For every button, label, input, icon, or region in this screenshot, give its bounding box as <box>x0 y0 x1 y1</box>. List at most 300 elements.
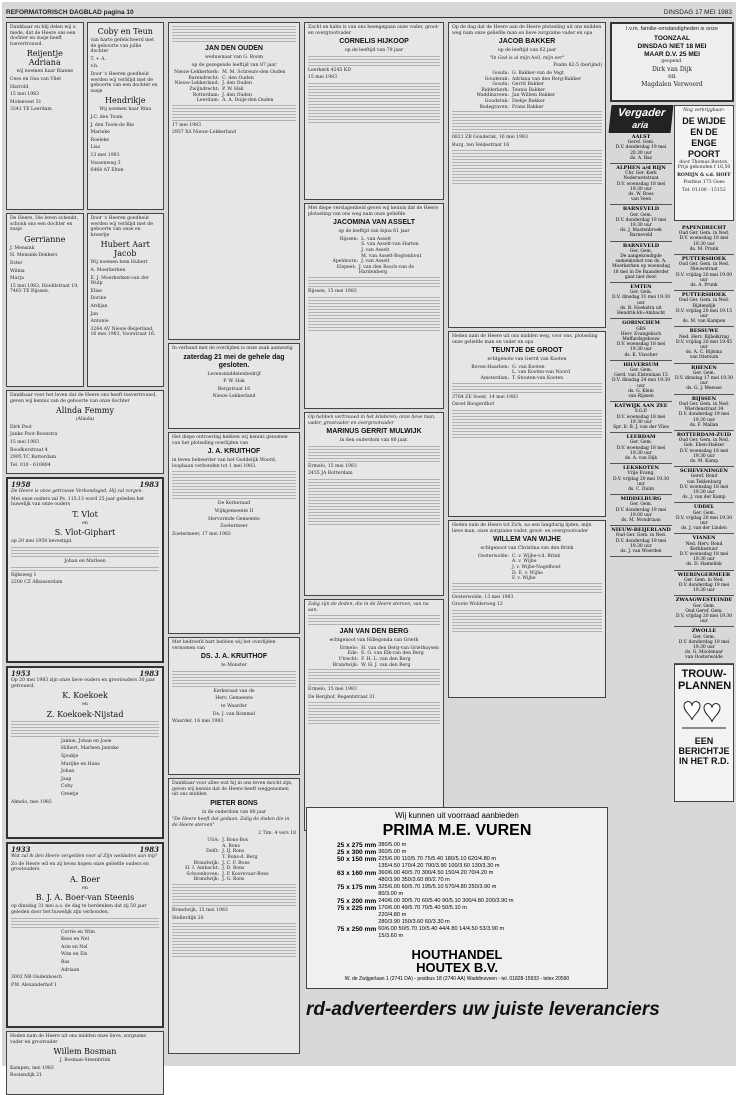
entry-name: Frans Bakker <box>512 104 544 110</box>
meeting-detail: D.V. donderdag 19 mei 19.30 uur <box>678 412 730 423</box>
notice-text: Wij noemen hem Hubert <box>90 260 148 266</box>
size-cell: 25 x 275 mm <box>337 842 377 849</box>
notice-text: en <box>668 73 676 81</box>
notice-text: Adriaan <box>61 967 80 973</box>
notice-text: I.v.m. familie-omstandigheden is onze <box>626 26 718 32</box>
meeting-detail: Oud Ger. Gem. in Ned. <box>678 262 730 268</box>
meeting-detail: Barneveld <box>629 233 653 239</box>
meeting-place: WIERINGERMEER <box>677 571 731 578</box>
meeting-place: BARNEVELD <box>622 206 660 213</box>
notice-text: Janke Poot-Boonstra <box>10 432 58 438</box>
entry-name: F. v. Wijhe <box>512 576 536 582</box>
church-meeting <box>674 467 734 503</box>
birth-row-2 <box>6 213 164 390</box>
entry-place: Brandwijk: <box>332 662 359 668</box>
notice-text: Corrie en Wim <box>61 929 95 935</box>
meeting-detail: van Veen <box>630 197 652 203</box>
church-meeting <box>674 571 734 597</box>
notice-text: te Waarder <box>221 703 247 709</box>
timber-advertisement-frame <box>306 807 608 989</box>
notice-text: Ester <box>10 260 23 266</box>
church-meeting <box>674 255 734 291</box>
company-name: HOUTEX B.V. <box>416 960 498 975</box>
meeting-detail: van Ittersum <box>689 355 719 361</box>
meeting-detail: ds. A. Prunk <box>690 283 718 289</box>
meeting-detail: D.V. woensdag 18 mei 19.30 uur <box>616 445 666 456</box>
ad-title: EEN <box>694 735 714 746</box>
entry-place: Bodegraven: <box>479 104 509 110</box>
entry-name: P. W. Hak <box>222 86 244 92</box>
notice-text: Tel. 010 - 610804 <box>10 462 51 468</box>
meeting-place: PAPENDRECHT <box>681 225 727 231</box>
notice-text: De Kerkeraad <box>217 501 251 507</box>
entry-place: Brandwijk: <box>193 860 220 866</box>
notice-text: Ardijan <box>90 303 108 309</box>
church-meeting <box>674 364 734 395</box>
notice-text: Zoetermeer <box>220 524 248 530</box>
family-entry <box>308 265 440 276</box>
person-name: A. Boer <box>69 874 101 884</box>
church-meeting <box>674 291 734 327</box>
meeting-place: LEERDAM <box>626 434 656 441</box>
meeting-place: LEKSKOTEN <box>623 465 659 472</box>
notice-text: Lisa <box>90 145 101 151</box>
size-cell <box>337 933 378 940</box>
ad-title: IN HET R.D. <box>678 755 729 766</box>
entry-name: G. van Kooten <box>512 364 545 370</box>
person-name: T. Vlot <box>72 509 98 519</box>
header-right: DINSDAG 17 MEI 1983 <box>663 9 732 16</box>
meeting-detail: ds. G. Moolenaar <box>685 650 723 656</box>
lengths-cell: 15/3.60 m <box>378 933 404 939</box>
book-title: POORT <box>687 148 720 159</box>
notice-text: Op hebben vertrouwd in het kinderen; onze lieve man, vader, grootvader en overgrootvader <box>308 415 436 426</box>
notice-text: 3264 AV Nieuw-Beijerland, 16 mei 1983, Voorstraat 16. <box>90 326 156 338</box>
meeting-detail: Oud Ger. Gem. in Ned. <box>615 533 667 539</box>
header-rule <box>6 17 732 18</box>
birth-notice <box>6 22 84 210</box>
entry-place: Delft: <box>206 849 220 855</box>
notice-text: Het diepe ontroering hebben wij kennis genomen van het plotseling overlijden van <box>172 435 288 446</box>
church-meeting <box>610 283 672 319</box>
notice-text: 2200 CZ Albasserdam <box>11 580 63 586</box>
family-entry <box>452 376 602 382</box>
lengths-cell: 170/6.00 49/5.70 70/5.40 50/5.10 m <box>378 905 467 911</box>
family-list <box>308 646 440 668</box>
notice-text: 15 mei 1983 <box>308 75 338 81</box>
entry-name: J. van den Bosch-van de Hardenberg <box>358 264 415 276</box>
death-notice <box>6 1031 164 1095</box>
entry-name: J. C. F. Bons <box>222 860 250 866</box>
church-meeting <box>674 534 734 570</box>
ad-title: BERICHTJE <box>678 745 730 756</box>
notice-text: Levensmiddelenbedrijf <box>207 371 261 377</box>
notice-text: Dankbaar en blij delen wij u mede, dat de Heere ons een dochter en zusje heeft toevertrouwd. <box>10 25 76 47</box>
meeting-place: RESSUWE <box>689 328 719 335</box>
family-list <box>172 838 296 883</box>
death-notice <box>304 203 444 409</box>
meeting-detail: D.V. vrijdag 20 mei 19.45 uur <box>675 339 733 351</box>
church-meeting <box>674 224 734 255</box>
meeting-detail: D.V. woensdag 18 mei 19.30 uur <box>616 342 666 353</box>
meeting-detail: ds. J. van der Linden <box>681 526 727 532</box>
entry-name: T. Stouten-van Kooten <box>512 375 564 381</box>
meeting-place: EMTEN <box>630 284 652 291</box>
notice-text: Roeleke <box>90 137 110 143</box>
notice-text: 15 mei 1983 <box>10 92 40 98</box>
notice-text: Wilma <box>10 268 25 274</box>
publisher: ROMIJN & v.d. HOFF <box>677 172 731 178</box>
person-name: B. J. A. Boer-van Steenis <box>35 893 135 903</box>
meeting-place: PUTTERSHOEK <box>681 256 727 263</box>
meeting-detail: van Rijssen <box>628 393 654 399</box>
death-notice <box>168 22 300 340</box>
notice-text: (Alinda) <box>75 417 95 423</box>
birth-name: Hubert Aart Jacob <box>100 240 150 259</box>
size-cell <box>337 891 378 898</box>
family-list <box>11 739 159 798</box>
notice-text: Postbus 173 Goes <box>683 180 725 186</box>
notice-text: Tel. 01100 - 15152 <box>682 187 726 193</box>
notice-text: Antonie <box>90 319 109 325</box>
notice-text: Met onze ouders zal Ps. 115:13 word 25 jaar geleden het huwelijk van onze ouders <box>11 496 145 508</box>
size-cell: 63 x 160 mm <box>337 870 377 877</box>
family-list <box>452 365 602 382</box>
company-name: HOUTHANDEL <box>411 947 503 962</box>
notice-text: van harte gefeliciteerd met de geboorte van jullie dochter <box>90 38 155 55</box>
price-row <box>337 905 516 912</box>
notice-text: Wat zal ik den Heere vergelden voor al Zijn weldaden aan mij? <box>11 854 158 859</box>
price-row <box>337 926 516 933</box>
birth-name: Alinda Femmy <box>55 406 115 416</box>
entry-place: Zwijndrecht: <box>189 86 220 92</box>
column-1 <box>6 22 164 1079</box>
birth-row-1 <box>6 22 164 213</box>
church-meeting <box>610 526 672 557</box>
meeting-detail: ds. B. Hoekstra uit <box>620 305 662 311</box>
year-start: 1958 <box>11 480 31 489</box>
meeting-detail: ds. M. van Kampen <box>682 319 726 325</box>
notice-text: 2455 JA Rotterdam <box>308 471 353 477</box>
person-name: JACOB BAKKER <box>498 38 556 46</box>
lengths-cell: 240/6.00 30/5.70 60/5.40 90/5.10 300/4.80 200/3.90 m <box>378 898 514 904</box>
meeting-detail: ds. J. Mastenbroek <box>620 228 662 234</box>
size-cell <box>337 912 378 919</box>
entry-place: Ridderkerk: <box>481 87 509 93</box>
birth-name: Hendrikje <box>105 96 146 106</box>
notice-text: en <box>82 520 88 526</box>
notice-text: Dorine <box>90 296 107 302</box>
person-name: JACOMINA VAN ASSELT <box>332 219 416 227</box>
price-row <box>337 842 516 849</box>
notice-text: Met bedroefd hart hebben wij het overlijden vernomen van <box>172 640 276 651</box>
notice-text: Elise <box>90 288 102 294</box>
notice-text: Nieuw-Lekkerland <box>212 394 256 400</box>
notice-text: Nog verkrijgbaar: <box>683 108 725 113</box>
entry-place: Elspeet: <box>336 264 356 270</box>
notice-text: Almelo, mei 1983 <box>11 799 52 805</box>
entry-name: T. Bons-d. Berg <box>222 854 258 860</box>
entry-place: Nieuw-Lekkerkerk: <box>174 70 220 76</box>
notice-text: Bergstraat 16 <box>217 386 251 392</box>
notice-text: Ermelo, 15 mei 1983 <box>308 687 357 693</box>
entry-place: Brandwijk: <box>193 877 220 883</box>
person-name: TEUNTJE DE GROOT <box>491 347 563 355</box>
notice-text: te Monster <box>221 663 247 669</box>
logo-text: Vergader <box>617 107 666 119</box>
entry-name: A. v. Wijhe <box>512 559 537 565</box>
size-cell: 25 x 300 mm <box>337 849 377 856</box>
church-meeting <box>674 596 734 627</box>
notice-text: J. Bosman-Steenbrink <box>59 1058 111 1064</box>
entry-name: Gerrit Bakker <box>512 82 545 88</box>
church-meeting <box>610 319 672 360</box>
notice-text: Door 's Heeren goedheid werden wij verblijd met de geboorte van een dochter en zusje <box>90 71 158 94</box>
notice-text: Bas <box>61 959 70 965</box>
notice-text: Wijkgemeente II <box>214 508 254 514</box>
meeting-detail: Gerd. van Elstenlaan 15 <box>614 373 668 379</box>
notice-text: Hervormde Gemeente <box>208 516 260 522</box>
notice-text: Johan en Marleen <box>64 558 106 564</box>
person-name: CORNELIS HIJKOOP <box>339 38 409 46</box>
person-name: WILLEM VAN WIJHE <box>493 536 561 544</box>
price-row <box>337 877 516 884</box>
notice-text: Wim en Els <box>61 952 88 958</box>
entry-name: L. van Kooten-van Noord <box>512 370 571 376</box>
entry-name: H. van den Berg-van Griethuysen <box>361 645 439 651</box>
meeting-place: PUTTERSHOEK <box>681 292 727 299</box>
notice-text: Brandwijk, 15 mei 1983 <box>172 907 228 913</box>
notice-text: Sjoukje <box>61 753 79 759</box>
entry-place: Nieuw-Lekkerland: <box>174 81 220 87</box>
notice-text: op 20 mei 1958 bevestigd. <box>11 539 73 545</box>
meeting-detail: Ger. Gem. <box>692 634 716 640</box>
meeting-list <box>610 133 672 557</box>
entry-name: E. G. van Elk-van den Berg <box>361 651 424 657</box>
church-meeting <box>610 464 672 495</box>
closure-notice <box>168 343 300 429</box>
notice-text: geopend. <box>661 59 683 64</box>
notice-text: J.C. den Toom <box>90 114 123 120</box>
meeting-detail: Ger. Gem. <box>629 502 653 508</box>
notice-text: door Thomas Boston. Prijs gebonden f 16,50 <box>677 159 731 171</box>
notice-text: E. J. Moerkerken-van der Wulp <box>90 275 149 287</box>
notice-text: Op de dag dat de Heere aan de Heere plotseling uit ons midden weg nam onze geliefde man en lieve zorgzame vader en opa <box>452 25 602 36</box>
column-4 <box>448 22 606 812</box>
notice-text: Ermelo, 15 mei 1983 <box>308 463 357 469</box>
notice-text: Jaap <box>61 776 72 782</box>
notice-text: De Heere is onze getrouwe Verbondsgod, Hij zal zorgen. <box>11 489 144 494</box>
column-5-split <box>610 105 734 1010</box>
notice-text: 15 mei 1983 <box>10 439 40 445</box>
notice-text: op de leeftijd van bijna 61 jaar <box>338 229 410 235</box>
year-end: 1983 <box>139 480 159 489</box>
notice-text: Zalig zijn de doden, die in de Heere sterven, van nu aan. <box>308 602 429 613</box>
entry-name: M. M. Schreurs-den Ouden <box>222 70 286 76</box>
notice-text: Cees en Gea van Vliet <box>10 76 62 82</box>
ad-title: PRIMA M.E. VUREN <box>382 822 532 839</box>
family-list <box>452 554 602 582</box>
entry-place: Gouda: <box>492 82 509 88</box>
notice-text: echtgenote van Gerrit van Kooten <box>487 357 567 363</box>
notice-text: weduwnaar van G. Boom <box>204 55 264 60</box>
meeting-place: GORINCHEM <box>622 320 660 327</box>
meeting-place: AALST <box>631 134 651 140</box>
notice-text: Wij noemen haar Rina <box>99 107 152 113</box>
meeting-detail: Ger. Gem. <box>629 212 653 218</box>
notice-text: 2957 XA Nieuw-Lekkerland <box>172 130 237 136</box>
entry-name: L. van Asselt <box>361 236 391 242</box>
meeting-list <box>674 224 734 664</box>
header-left: REFORMATORISCH DAGBLAD pagina 10 <box>6 9 134 16</box>
notice-text: Marja <box>10 276 24 282</box>
ad-lead: Wij kunnen uit voorraad aanbieden <box>395 811 519 820</box>
meeting-detail: ds. J. van der Kamp <box>682 495 726 501</box>
meeting-detail: Nederwetstraat <box>623 176 659 182</box>
birth-name: Gerrianne <box>24 234 66 244</box>
entry-place: Leerdam: <box>196 98 220 104</box>
notice-text: Kampen, mei 1983 <box>10 1065 54 1071</box>
death-notice <box>448 520 606 698</box>
person-name: JAN VAN DEN BERG <box>339 628 409 636</box>
entry-place: Barendrecht: <box>188 75 220 81</box>
notice-text: Marijke en Hans <box>61 761 100 767</box>
notice-text: op de gezegende leeftijd van 87 jaar <box>191 62 277 68</box>
meeting-place: HILVERSUM <box>623 361 659 368</box>
book-title: ENGE <box>691 137 717 148</box>
notice-text: Heden nam de Heere uit ons midden weg, voor ons, plotseling onze geliefde man en vader en opa <box>452 334 598 345</box>
death-notice <box>304 599 444 831</box>
column-2 <box>168 22 300 1032</box>
jubilee-years <box>11 481 159 489</box>
church-meeting <box>610 205 672 241</box>
entry-name: J. P. Koorevaar-Bons <box>222 871 269 877</box>
meeting-detail: ds. K. Visscher <box>624 352 658 358</box>
entry-name: J. v. Wijhe-Nagelhout <box>512 564 561 570</box>
size-cell: 75 x 250 mm <box>337 926 377 933</box>
church-meeting <box>610 402 672 433</box>
meeting-place: UDDEL <box>693 504 715 511</box>
notice-text: in den ouderdom van 80 jaar. <box>339 438 409 444</box>
notice-text: in leven beheerder van het Goddelijk Woord, loopbaan verbonden tot 1 mei 1983. <box>172 458 277 469</box>
meeting-detail: Meffardsgebouw <box>622 336 660 342</box>
meeting-detail: D.V. vrijdag 20 mei 19.30 uur <box>612 476 670 487</box>
meeting-detail: Oud Ger. Gem. in Ned. <box>678 438 730 444</box>
notice-text: en <box>82 702 88 708</box>
entry-name: S. van Asselt-van Harten <box>361 242 419 248</box>
notice-text: 6468 AT Elten <box>90 168 124 174</box>
price-row <box>337 898 516 905</box>
book-advertisement <box>674 105 734 221</box>
church-meeting <box>674 627 734 663</box>
meeting-detail: Ned. Herv. Bond <box>685 541 723 547</box>
meeting-detail: S.G.P. <box>634 409 648 415</box>
notice-text: De Heere, Die leven schenkt, schonk ons een dochter en zusje <box>10 216 79 233</box>
entry-name: Teunis Bakker <box>512 87 546 93</box>
meeting-detail: ds. M. Prunk <box>689 246 719 252</box>
meeting-detail: D.V. dinsdag 17 mei 19.30 uur <box>675 376 733 387</box>
meeting-detail: D.V. woensdag 18 mei 19.30 uur <box>616 181 666 192</box>
notice-text: "De Heere heeft dat gedaan. Zalig de doden die in de Heere sterven" <box>172 817 290 828</box>
death-notice <box>304 412 444 596</box>
notice-text: v.h. <box>90 64 99 70</box>
family-list <box>308 237 440 276</box>
meeting-detail: D.V. donderdag 19 mei 20.30 uur <box>615 145 667 156</box>
entry-place: Schoonhoven: <box>186 871 220 877</box>
entry-name: J. G. Bons <box>222 877 245 883</box>
closure-title: zaterdag 21 mei de gehele dag gesloten. <box>183 353 285 369</box>
notice-text: 2995 TC Rotterdam <box>10 455 57 461</box>
notice-text: Marieke <box>90 130 110 136</box>
meeting-place: MIDDELBURG <box>620 496 662 503</box>
notice-text: Zoetermeer, 17 mei 1983 <box>172 531 231 537</box>
price-row <box>337 884 516 891</box>
meeting-detail: Chr. Ger. Kerk <box>625 171 657 177</box>
entry-name: J. van Asselt <box>361 247 390 253</box>
notice-text: Harrold <box>10 84 29 90</box>
side-column <box>674 105 734 1010</box>
notice-text: 15 mei 1983, Hoofdstraat 19, 7463 TE Rijssen. <box>10 283 79 295</box>
size-cell: 50 x 150 mm <box>337 856 377 863</box>
entry-place <box>452 576 512 582</box>
company-address: W. de Zwijgerlaan 1 (2741 DA) - postbus 18 (2740 AA) Waddinxveen - tel. 01828-15933 - telex 20590 <box>344 976 570 982</box>
notice-text: in de ouderdom van 80 jaar <box>201 809 267 815</box>
entry-name: Jan Willem Bakker <box>512 93 556 99</box>
entry-name: A. A. Duijs-den Ouden <box>222 98 274 104</box>
notice-text: en <box>82 885 88 891</box>
notice-text: Psalm 62:5 (berijmd) <box>553 63 602 69</box>
family-entry <box>452 576 602 582</box>
entry-place: Utrecht: <box>338 656 359 662</box>
church-meeting <box>610 242 672 283</box>
lengths-cell: 280/3.90 150/3.60 60/3.30 m <box>378 919 450 925</box>
meeting-detail: Ger. Gem. <box>629 290 653 296</box>
price-row <box>337 912 516 919</box>
entry-name: J. den Ouden <box>222 81 252 87</box>
birth-notice <box>87 22 165 210</box>
meeting-detail: Ger. Gem. <box>692 370 716 376</box>
meeting-detail: D.V. woensdag 18 mei 19.30 uur <box>679 448 729 459</box>
meeting-detail: Nieuwstraat <box>690 267 718 273</box>
person-name: J. A. KRUITHOF <box>207 448 261 456</box>
notice-text: Kees en Nel <box>61 937 89 943</box>
price-row <box>337 933 516 940</box>
entry-name: D. E. v. Wijhe <box>512 570 543 576</box>
meeting-detail: Ned. Herv. Bijbelkring <box>679 334 729 340</box>
meeting-detail: ds. A. Baz <box>630 155 652 161</box>
notice-text: Dirk Poot <box>10 424 32 430</box>
meeting-detail: D.V. donderdag 19 mei 19.30 uur <box>678 582 730 594</box>
church-meeting <box>610 133 672 164</box>
meeting-detail: Ger. Gem. <box>692 603 716 609</box>
notice-text: Rijssen, 15 mei 1983 <box>308 288 357 294</box>
book-title: DE WIJDE <box>682 115 726 126</box>
lengths-cell: 60/6.00 50/5.70 10/5.40 44/4.80 14/4.50 53/3.90 m <box>378 926 505 932</box>
notice-text: wij noemen haar Rianne <box>16 69 74 75</box>
notice-text: "In God is al mijn heil, mijn eer" <box>489 55 565 61</box>
meeting-detail: van Oosterwolde <box>685 655 723 661</box>
notice-text: Groote Wolderweg 12 <box>452 602 503 608</box>
notice-text: J. Mensink <box>10 245 35 251</box>
entry-name: J. Bons-Bos <box>222 838 249 844</box>
meeting-detail: D.V. vrijdag 20 mei 19.30 uur <box>675 614 733 625</box>
entry-name: Adriana van den Berg-Bakker <box>512 76 582 82</box>
death-notice <box>168 637 300 775</box>
notice-text: Op 20 mei 1983 zijn onze lieve ouders en grootouders 30 jaar getrouwd. <box>11 678 155 689</box>
notice-text: Dankbaar voor alles wat hij in ons leven mocht zijn, geven wij kennis dat de Heere heeft weggenomen uit ons midden <box>172 781 293 798</box>
meeting-detail: ds. J. van Woerden <box>620 549 662 555</box>
notice-text: Stellerdijk 20 <box>172 915 204 921</box>
